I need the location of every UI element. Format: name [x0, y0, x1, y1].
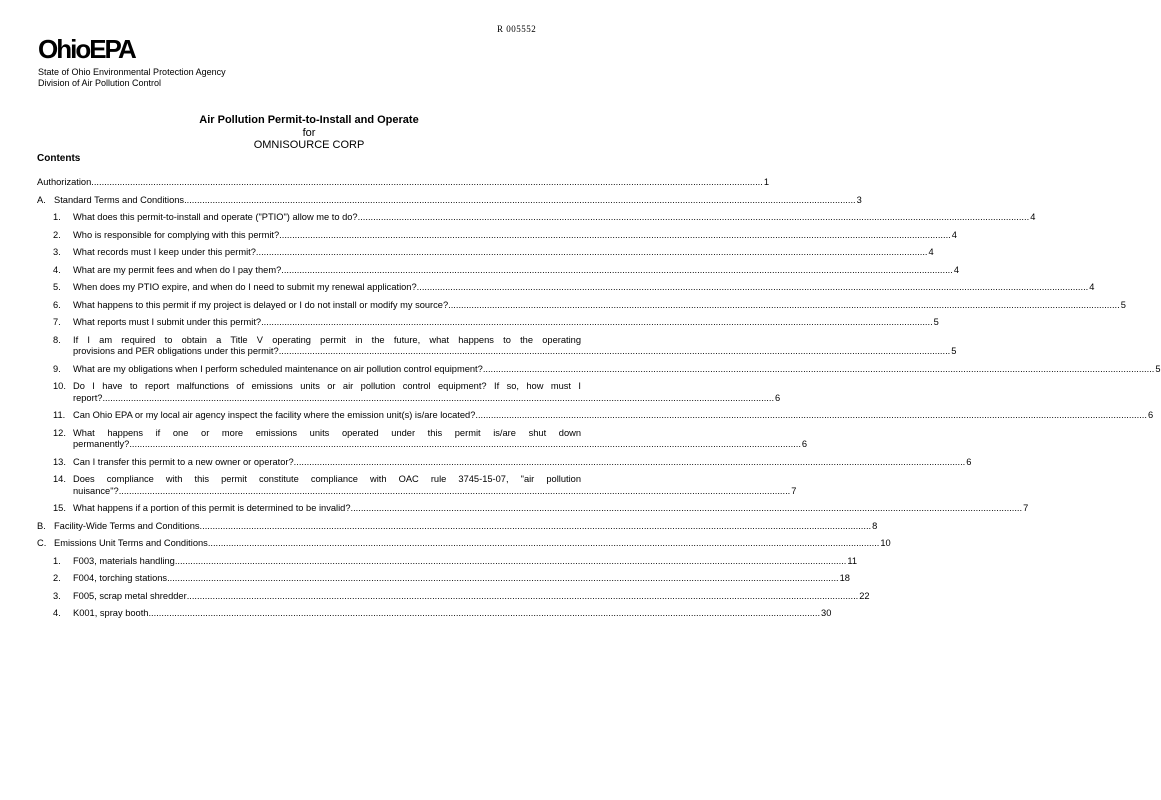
- toc-authorization[interactable]: [37, 177, 770, 189]
- toc-item-a-9[interactable]: [37, 363, 1161, 376]
- toc-entry-text: F003, materials handling: [73, 555, 175, 566]
- dot-leader: ....................................................................................................................................................................................................................................................................: [207, 538, 880, 548]
- toc-entry-text: Can I transfer this permit to a new owner or operator?: [73, 456, 294, 467]
- toc-item-c-2[interactable]: [37, 573, 850, 585]
- toc-entry-text: Facility-Wide Terms and Conditions: [54, 520, 200, 531]
- dot-leader: ....................................................................................................................................................................................................................................................................: [475, 410, 1147, 420]
- dot-leader: ....................................................................................................................................................................................................................................................................: [281, 264, 953, 275]
- dot-leader: ....................................................................................................................................................................................................................................................................: [102, 392, 775, 403]
- toc-number: C.: [37, 538, 47, 548]
- dot-leader: ....................................................................................................................................................................................................................................................................: [357, 212, 1030, 222]
- toc-number: 15.: [53, 503, 66, 513]
- division-name: Division of Air Pollution Control: [38, 78, 162, 88]
- toc-entry-text-line-1: What happens if one or more emissions units operated under this permit is/are shut down: [73, 427, 581, 438]
- title-line-2: for: [302, 126, 316, 139]
- toc-number: 13.: [53, 456, 66, 467]
- toc-number: 10.: [53, 381, 66, 391]
- toc-page-number: 10: [880, 538, 891, 548]
- toc-number: 6.: [53, 299, 61, 310]
- toc-number: B.: [37, 520, 46, 531]
- toc-entry-text-line-1: If I am required to obtain a Title V operating permit in the future, what happens to the operating: [73, 334, 581, 345]
- dot-leader: ....................................................................................................................................................................................................................................................................: [167, 573, 839, 583]
- toc-section-b[interactable]: [37, 520, 878, 533]
- toc-entry-text: K001, spray booth: [73, 608, 149, 618]
- toc-item-a-4[interactable]: [37, 264, 959, 277]
- toc-number: 2.: [53, 573, 61, 583]
- permit-title: [0, 114, 618, 152]
- toc-page-number: 11: [847, 555, 858, 566]
- dot-leader: ....................................................................................................................................................................................................................................................................: [278, 346, 951, 356]
- agency-block: [38, 67, 226, 89]
- toc-page-number: 6: [966, 456, 972, 467]
- toc-page-number: 1: [763, 177, 770, 187]
- toc-item-a-6[interactable]: [37, 299, 1126, 312]
- toc-item-a-10[interactable]: [37, 381, 781, 404]
- toc-page-number: 30: [821, 608, 832, 618]
- agency-name: State of Ohio Environmental Protection Agency: [38, 67, 226, 77]
- toc-page-number: 4: [951, 229, 957, 240]
- ohio-epa-logo: OhioEPA: [38, 34, 135, 64]
- dot-leader: ....................................................................................................................................................................................................................................................................: [482, 363, 1155, 374]
- toc-page-number: 5: [1120, 299, 1126, 310]
- toc-item-a-7[interactable]: [37, 317, 939, 329]
- toc-entry-text: Who is responsible for complying with this permit?: [73, 229, 280, 240]
- toc-entry-text-line-2: report?: [73, 392, 103, 403]
- toc-page-number: 4: [1089, 282, 1095, 292]
- toc-number: A.: [37, 194, 46, 205]
- toc-number: 3.: [53, 590, 61, 601]
- document-id: R 005552: [497, 24, 537, 34]
- toc-entry-text: What reports must I submit under this permit?: [73, 317, 262, 327]
- toc-entry-text: What records must I keep under this permit?: [73, 247, 256, 257]
- toc-entry-text: F004, torching stations: [73, 573, 168, 583]
- toc-page-number: 22: [859, 590, 870, 601]
- toc-number: 2.: [53, 229, 61, 240]
- toc-section-c[interactable]: [37, 538, 891, 550]
- title-line-3: OMNISOURCE CORP: [253, 139, 365, 151]
- dot-leader: ....................................................................................................................................................................................................................................................................: [448, 299, 1120, 310]
- title-line-1: Air Pollution Permit-to-Install and Operate: [199, 114, 419, 126]
- toc-number: 12.: [53, 427, 66, 438]
- toc-entry-text: What happens to this permit if my project is delayed or I do not install or modify my source?: [73, 299, 449, 310]
- dot-leader: ....................................................................................................................................................................................................................................................................: [279, 229, 951, 240]
- toc-number: 5.: [53, 282, 61, 292]
- toc-entry-text: What happens if a portion of this permit is determined to be invalid?: [73, 503, 351, 513]
- toc-entry-text-line-2: nuisance"?: [73, 485, 119, 496]
- toc-item-a-13[interactable]: [37, 456, 972, 469]
- toc-page-number: 6: [801, 439, 808, 449]
- toc-entry-text: Authorization: [37, 177, 92, 187]
- dot-leader: ....................................................................................................................................................................................................................................................................: [416, 282, 1089, 292]
- toc-entry-text-line-1: Does compliance with this permit constitute compliance with OAC rule 3745-15-07, "air pollution: [73, 474, 581, 484]
- toc-entry-text: What are my obligations when I perform scheduled maintenance on air pollution control equipment?: [73, 363, 483, 374]
- toc-page-number: 5: [951, 346, 957, 356]
- toc-page-number: 18: [839, 573, 850, 583]
- toc-entry-text: Standard Terms and Conditions: [54, 194, 185, 205]
- toc-item-c-1[interactable]: [37, 555, 858, 568]
- toc-entry-text-line-1: Do I have to report malfunctions of emissions units or air pollution control equipment? If so, how must I: [73, 381, 581, 391]
- toc-page-number: 7: [791, 485, 797, 496]
- toc-item-a-3[interactable]: [37, 247, 934, 259]
- toc-page-number: 4: [928, 247, 934, 257]
- contents-heading: Contents: [37, 153, 81, 164]
- toc-number: 4.: [53, 608, 61, 618]
- toc-number: 1.: [53, 212, 61, 222]
- toc-page-number: 5: [1155, 363, 1161, 374]
- toc-number: 14.: [53, 474, 66, 484]
- toc-page-number: 5: [933, 317, 939, 327]
- toc-page-number: 6: [775, 392, 781, 403]
- toc-item-a-5[interactable]: [37, 282, 1095, 294]
- toc-item-a-2[interactable]: [37, 229, 957, 242]
- table-of-contents: [37, 177, 1161, 626]
- toc-number: 4.: [53, 264, 61, 275]
- toc-section-a[interactable]: [37, 194, 862, 207]
- toc-number: 8.: [53, 334, 61, 345]
- toc-entry-text-line-2: permanently?: [73, 439, 130, 449]
- toc-item-a-11[interactable]: [37, 410, 1154, 422]
- toc-entry-text: Emissions Unit Terms and Conditions: [54, 538, 208, 548]
- toc-page-number: 7: [1023, 503, 1029, 513]
- toc-page-number: 8: [872, 520, 878, 531]
- toc-entry-text-line-2: provisions and PER obligations under this permit?: [73, 346, 279, 356]
- dot-leader: ....................................................................................................................................................................................................................................................................: [91, 177, 763, 187]
- toc-entry-text: Can Ohio EPA or my local air agency inspect the facility where the emission unit(s) is/are located?: [73, 410, 476, 420]
- toc-page-number: 4: [953, 264, 959, 275]
- dot-leader: ....................................................................................................................................................................................................................................................................: [174, 555, 847, 566]
- toc-page-number: 6: [1147, 410, 1154, 420]
- toc-number: 1.: [53, 555, 61, 566]
- toc-number: 7.: [53, 317, 61, 327]
- dot-leader: ....................................................................................................................................................................................................................................................................: [148, 608, 821, 618]
- toc-entry-text: When does my PTIO expire, and when do I need to submit my renewal application?: [73, 282, 417, 292]
- toc-entry-text: What does this permit-to-install and operate ("PTIO") allow me to do?: [73, 212, 358, 222]
- dot-leader: ....................................................................................................................................................................................................................................................................: [118, 485, 791, 496]
- toc-entry-text: F005, scrap metal shredder: [73, 590, 187, 601]
- toc-page-number: 4: [1030, 212, 1036, 222]
- dot-leader: ....................................................................................................................................................................................................................................................................: [186, 590, 859, 601]
- dot-leader: ....................................................................................................................................................................................................................................................................: [199, 520, 872, 531]
- toc-item-a-8[interactable]: [37, 334, 957, 358]
- dot-leader: ....................................................................................................................................................................................................................................................................: [184, 194, 856, 205]
- toc-number: 9.: [53, 363, 61, 374]
- toc-item-a-12[interactable]: [37, 427, 808, 451]
- toc-page-number: 3: [856, 194, 862, 205]
- dot-leader: ....................................................................................................................................................................................................................................................................: [350, 503, 1023, 513]
- toc-item-c-3[interactable]: [37, 590, 870, 603]
- dot-leader: ....................................................................................................................................................................................................................................................................: [255, 247, 928, 257]
- toc-item-a-15[interactable]: [37, 503, 1029, 515]
- toc-entry-text: What are my permit fees and when do I pay them?: [73, 264, 282, 275]
- dot-leader: ....................................................................................................................................................................................................................................................................: [261, 317, 933, 327]
- toc-item-a-14[interactable]: [37, 474, 797, 497]
- toc-item-c-4[interactable]: [37, 608, 832, 620]
- toc-number: 3.: [53, 247, 61, 257]
- toc-item-a-1[interactable]: [37, 212, 1036, 224]
- dot-leader: ....................................................................................................................................................................................................................................................................: [129, 439, 801, 449]
- toc-number: 11.: [53, 410, 66, 420]
- dot-leader: ....................................................................................................................................................................................................................................................................: [293, 456, 966, 467]
